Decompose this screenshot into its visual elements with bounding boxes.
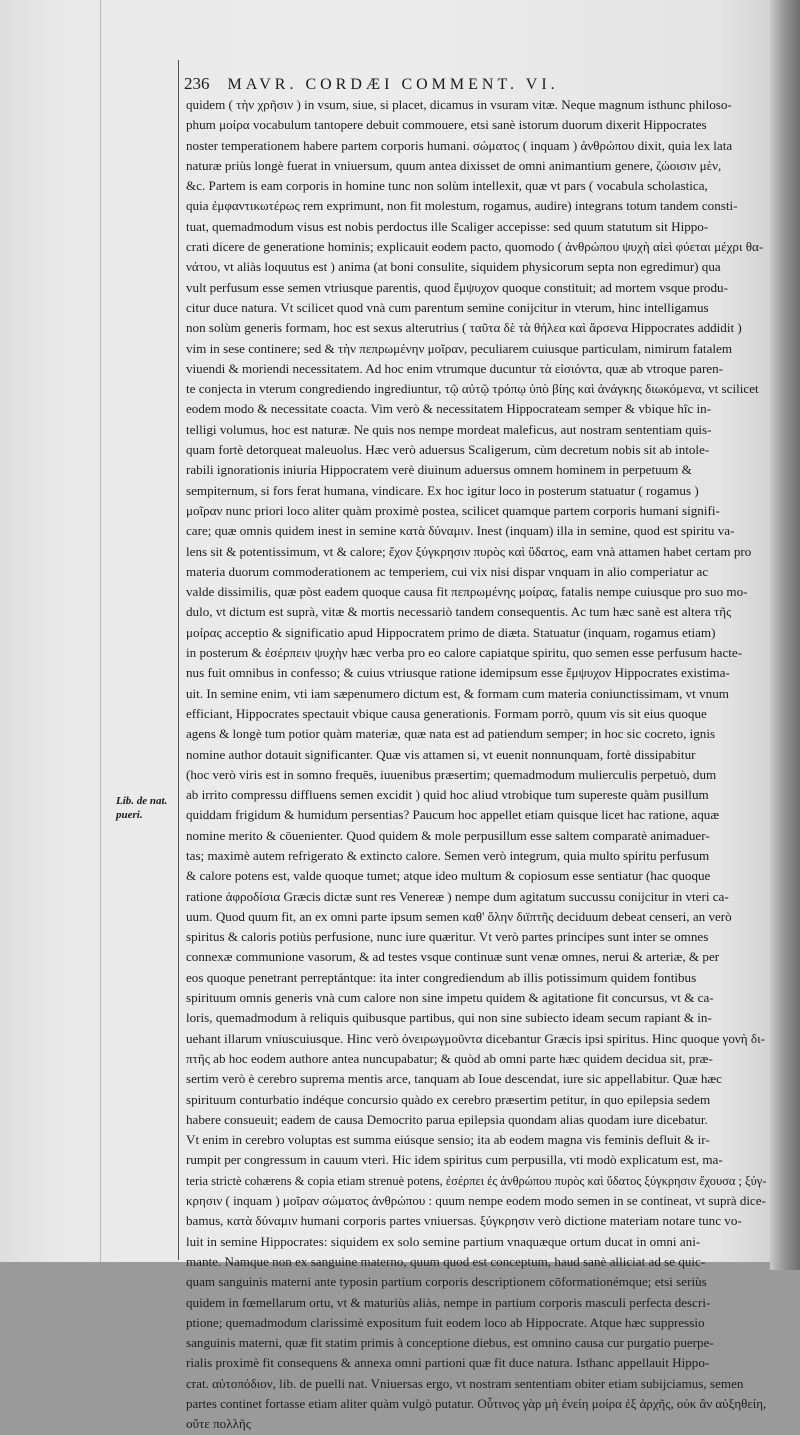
text-line: te conjecta in vterum congrediendo ingrediuntur, τῷ αὐτῷ τρόπῳ ὑπὸ βίης καὶ ἀνάγκης διωκόμενα, vt scilicet (186, 381, 759, 397)
text-line: &c. Partem is eam corporis in homine tunc non solùm intellexit, quæ vt pars ( vocabula scholastica, (186, 178, 708, 194)
text-line: (hoc verò viris est in somno frequēs, iuuenibus præsertim; quemadmodum mulierculis perpetuò, dum (186, 766, 717, 782)
text-line: phum μοίρα vocabulum tantopere debuit commouere, etsi sanè istorum duorum dixerit Hippocrates (186, 117, 707, 133)
text-line: efficiant, Hippocrates spectauit vbique causa generationis. Formam porrò, quum vis sit eius quoque (186, 705, 707, 721)
text-line: uehant illarum vniuscuiusque. Hinc verò ὀνειρωγμοῦντα dicebantur Græcis ipsi spiritus. Hinc quoque γονὴ δι- (186, 1030, 765, 1046)
text-line: loris, quemadmodum à reliquis quibusque partibus, qui non sine subiecto ideam secum rapiant & in- (186, 1010, 712, 1026)
text-line: vim in sese continere; sed & τὴν πεπρωμένην μοῖραν, peculiarem cuiusque particulam, nimirum fatalem (186, 340, 733, 356)
text-line: πτῆς ab hoc eodem authore antea nuncupabatur; & quòd ab omni parte hæc quidem decidua sit, præ- (186, 1050, 713, 1066)
text-line: Vt enim in cerebro voluptas est summa eiúsque sensio; ita ab eodem magna vis feminis defluit & ir- (186, 1132, 710, 1148)
text-line: spirituum conturbatio indéque concursio quàdo ex cerebro præsertim petitur, in quo epilepsia sedem (186, 1091, 711, 1107)
text-line: crati dicere de generatione hominis; explicauit eodem pacto, quomodo ( ἀνθρώπου ψυχὴ αἰεὶ φύεται μέχρι θα- (186, 239, 764, 255)
text-line: μοίρας acceptio & significatio apud Hippocratem primo de diæta. Statuatur (inquam, rogamus etiam) (186, 624, 716, 640)
text-line: ptione; quemadmodum clarissimè expositum fuit eodem loco ab Hippocrate. Atque hæc suppressio (186, 1314, 705, 1330)
text-line: nus fuit omnibus in confesso; & cuius vtriusque ratione idemipsum esse ἔμψυχον Hippocrates existima- (186, 665, 730, 681)
text-line: tuat, quemadmodum visus est nobis perdoctus ille Scaliger accepisse: sed quum statutum sit Hippo- (186, 218, 709, 234)
text-line: tas; maximè autem refrigerato & extincto calore. Semen verò integrum, quia multo spiritu perfusum (186, 847, 710, 863)
text-line: κρησιν ( inquam ) μοῖραν σώματος ἀνθρώπου : quum nempe eodem modo semen in se contineat, vt suprà dice- (186, 1193, 766, 1209)
text-line: eos quoque penetrant perreptántque: ita inter congrediendum ab illis potissimum quidem fontibus (186, 969, 697, 985)
text-line: luit in semine Hippocrates: siquidem ex solo semine partium vnaquæque ortum ducat in omni ani- (186, 1233, 701, 1249)
text-line: agens & longè tum potior quàm materiæ, quæ nata est ad patiendum semper; in hoc sic cocreto, ignis (186, 726, 716, 742)
text-line: valde dissimilis, quæ pòst eadem quoque causa fit πεπρωμένης μοίρας, fatalis nempe cuiusque pro suo mo- (186, 584, 748, 600)
text-line: bamus, κατὰ δύναμιν humani corporis partes vniuersas. ξύγκρησιν verò dictione materiam notare tunc vo- (186, 1213, 742, 1229)
page-number: 236 (184, 74, 210, 93)
text-line: spirituum omnis generis vnà cum calore non sine impetu quidem & agitatione fit concursus, vt & ca- (186, 990, 714, 1006)
text-line: mante. Namque non ex sanguine materno, quum quod est conceptum, haud sanè alliciat ad se quic- (186, 1253, 706, 1269)
text-line: ab irrito compressu diffluens semen excidit ) quid hoc aliud vtrobique tum supereste quàm pusillum (186, 787, 709, 803)
text-line: nomine author dotauit significanter. Quæ vis attamen si, vt euenit nonnunquam, fortè dissipabitur (186, 746, 696, 762)
text-line: quidem in fœmellarum ortu, vt & maturiùs aliàs, nempe in partium corporis masculi perfecta descri- (186, 1294, 711, 1310)
text-line: uum. Quod quum fit, an ex omni parte ipsum semen καθ' ὅλην διϊπτῆς deciduum debeat censeri, an verò (186, 908, 732, 924)
text-line: noster temperationem habere partem corporis humani. σώματος ( inquam ) ἀνθρώπου dixit, quia lex lata (186, 137, 733, 153)
text-line: quia ἐμφαντικωτέρως rem exprimunt, non fit molestum, rogamus, audire) integrans totum tandem consti- (186, 198, 738, 214)
text-line: care; quæ omnis quidem inest in semine κατὰ δύναμιν. Inest (inquam) illa in semine, quod est spiritu va- (186, 523, 735, 539)
text-line: naturæ priùs longè fuerat in vniuersum, quum antea dixisset de omni animantium genere, ζώοισιν μὲν, (186, 157, 722, 173)
text-line: rialis proximè fit consequens & annexa omni partioni quæ fit duce natura. Isthanc appellauit Hippo- (186, 1355, 710, 1371)
text-line: quiddam frigidum & humidum persentias? Paucum hoc appellet etiam quisque licet hac ratione, aquæ (186, 807, 720, 823)
text-line: & calore potens est, valde quoque tumet; atque ideo multum & copiosum esse sentiatur (hac quoque (186, 868, 711, 884)
text-line: partes continet fortasse etiam aliter quàm vulgò putatur. Οὗτινος γὰρ μὴ ἐνείη μοίρα ἐξ ἀρχῆς, οὐκ ἂν αὐξηθείη, (186, 1396, 767, 1411)
text-line: nomine merito & cōuenienter. Quod quidem & mole perpusillum esse saltem comparatè animaduer- (186, 827, 710, 843)
text-line: ratione ἀφροδίσια Græcis dictæ sunt res Venereæ ) nempe dum agitatum succussu conijcitur in vteri ca- (186, 888, 729, 904)
page-gutter-rule (100, 0, 101, 1262)
text-line: sempiternum, si fors ferat humana, vindicare. Ex hoc igitur loco in posterum statuatur ( rogamus ) (186, 482, 699, 498)
text-line: rumpit per congressum in cauum vteri. Hic idem spiritus cum perpusilla, vti modò explicatum est, ma- (186, 1152, 723, 1168)
text-line: dulo, vt dictum est suprà, vitæ & mortis necessariò tandem consequentis. Ac tum hæc sanè est altera τῆς (186, 604, 732, 620)
text-line: οὔτε πολλῆς (186, 1416, 251, 1432)
text-line: sanguinis materni, quæ fit statim primis à conceptione diebus, est omnino causa cur purgatio puerpe- (186, 1335, 714, 1351)
margin-note (116, 794, 176, 822)
text-line: teria strictè cohærens & copia etiam strenuè potens, ἐσέρπει ἐς ἀνθρώπου πυρὸς καὶ ὕδατος ξύγκρησιν ἔχουσα ; ξύγ- (186, 1172, 767, 1188)
text-line: μοῖραν nunc priori loco aliter quàm proximè postea, scilicet quamque partem corporis humani signifi- (186, 502, 720, 518)
text-line: spiritus & caloris potiùs perfusione, nunc iure quæritur. Vt verò partes principes sunt inter se omnes (186, 929, 709, 945)
text-line: quidem ( τὴν χρῆσιν ) in vsum, siue, si placet, dicamus in vsuram vitæ. Neque magnum isthunc philoso- (186, 97, 732, 112)
running-title: MAVR. CORDÆI COMMENT. VI. (227, 76, 559, 93)
margin-note-line: pueri. (116, 809, 143, 821)
body-text (186, 95, 766, 1435)
text-line: telligi volumus, hoc est naturæ. Ne quis nos nempe mordeat maleficus, aut nostram sententiam quis- (186, 421, 712, 437)
text-line: quam sanguinis materni ante typosin partium corporis descriptionem cōformationémque; etsi seriùs (186, 1274, 707, 1290)
text-line: viuendi & moriendi necessitatem. Ad hoc enim vtrumque ducuntur τὰ εἰσιόντα, quæ ab vtroque paren- (186, 360, 724, 376)
text-line: lens sit & potentissimum, vt & calore; ἔχον ξύγκρησιν πυρὸς καὶ ὕδατος, eam vnà attamen habet certam pro (186, 543, 752, 559)
text-line: eodem modo & necessitate coacta. Vim verò & necessitatem Hippocrateam semper & vbique hîc in- (186, 401, 712, 417)
margin-rule (178, 60, 179, 1260)
text-line: materia duorum commoderationem ac temperiem, cui vix nisi dispar vnquam in alio comperiatur ac (186, 563, 709, 579)
text-line: in posterum & ἐσέρπειν ψυχὴν hæc verba pro eo calore capiatque spiritu, quo semen esse perfusum hacte- (186, 645, 743, 661)
text-line: habere consueuit; eadem de causa Democrito parua epilepsia quondam alias quodam iure dicebatur. (186, 1111, 708, 1127)
text-line: non solùm generis formam, hoc est sexus alterutrius ( ταῦτα δὲ τὰ θήλεα καὶ ἄρσενα Hippocrates addidit ) (186, 320, 742, 336)
text-line: sertim verò è cerebro suprema mentis arce, tanquam ab Ioue descendat, iure sic appellabitur. Quæ hæc (186, 1071, 722, 1087)
text-line: crat. αὐτοπόδιον, lib. de puelli nat. Vniuersas ergo, vt nostram sententiam obiter etiam subijciamus, semen (186, 1375, 744, 1391)
page-edge-shadow (770, 0, 800, 1270)
text-line: vult perfusum esse semen vtriusque parentis, quod ἔμψυχον quoque constituit; ad mortem vsque produ- (186, 279, 728, 295)
text-line: νάτου, vt aliàs loquutus est ) anima (at boni consulite, siquidem physicorum septa non egredimur) qua (186, 259, 721, 275)
text-line: citur duce natura. Vt scilicet quod vnà cum parentum semine conijcitur in vterum, hinc intelligamus (186, 299, 709, 315)
margin-note-line: Lib. de nat. (116, 795, 168, 807)
text-line: uit. In semine enim, vti iam sæpenumero dictum est, & formam cum materia coniunctissimam, vt vnum (186, 685, 729, 701)
running-head (184, 74, 764, 96)
text-line: connexæ communione vasorum, & ad testes vsque continuæ sunt venæ omnes, nerui & arteriæ, & per (186, 949, 720, 965)
text-line: rabili ignorationis iniuria Hippocratem verè diuinum aduersus omnem hominem in perpetuum & (186, 462, 692, 478)
text-line: quam fortè detorqueat maleuolus. Hæc verò aduersus Scaligerum, cùm decretum nobis sit ab intole- (186, 442, 710, 458)
